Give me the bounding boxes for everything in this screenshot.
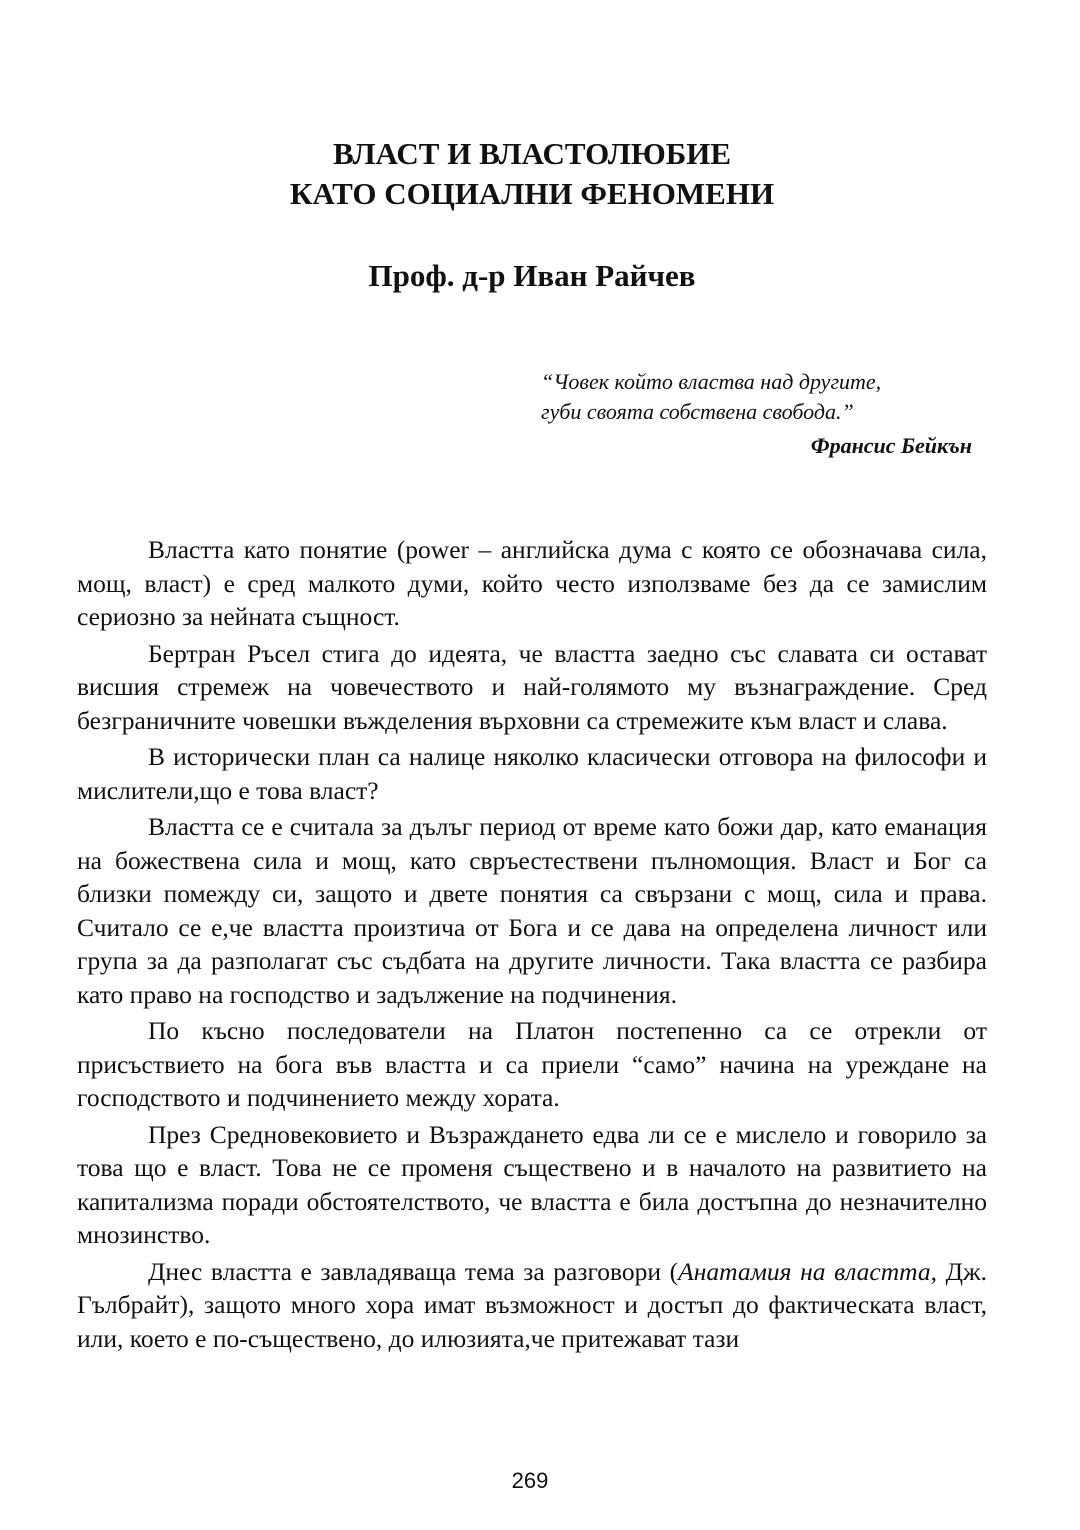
body-paragraph-last (77, 1255, 987, 1356)
epigraph-line-1: “Човек който властва над другите, (541, 369, 882, 394)
body-paragraph: Бертран Ръсел стига до идеята, че властта заедно със славата си остават висшия стремеж на човечеството и най-голямото му възнаграждение. Сред безграничните човешки въжделения върховни са стремежите към власт и слава. (77, 638, 987, 735)
body-paragraph: По късно последователи на Платон постепенно са се отрекли от присъствието на бога във властта и са приели “само” начина на уреждане на господството и подчинението между хората. (77, 1016, 987, 1112)
body-text-run: , Дж. Гълбрайт), защото много хора имат възможност и достъп до фактическата власт, или, което е по-съществено, до илюзията,че притежават тази (77, 1256, 987, 1353)
body-paragraph: Властта като понятие (power – английска дума с която се обозначава сила, мощ, власт) е сред малкото думи, който често използваме без да се замислим сериозно за нейната същност. (77, 535, 987, 631)
article-author: Проф. д-р Иван Райчев (368, 258, 696, 293)
page-number: 269 (511, 1468, 549, 1493)
body-text-run: Днес властта е завладяваща тема за разговори ( (148, 1256, 679, 1286)
cited-book-title: Анатамия на властта (678, 1256, 931, 1286)
epigraph-line-2: губи своята собствена свобода.” (541, 399, 854, 424)
body-paragraph: През Средновековието и Възраждането едва ли се е мислело и говорило за това що е власт. Това не се променя съществено и в началото на развитието на капитализма поради обстоятелството, че властта е била достъпна до незначително мнозинство. (77, 1119, 987, 1249)
epigraph-author: Франсис Бейкън (810, 433, 972, 458)
article-title-line-2: КАТО СОЦИАЛНИ ФЕНОМЕНИ (289, 176, 775, 211)
body-paragraph: Властта се е считала за дълъг период от време като божи дар, като еманация на божествена сила и мощ, като свръестествени пълномощия. Власт и Бог са близки помежду си, защото и двете понятия са свързани с мощ, сила и права. Считало се е,че властта произтича от Бога и се дава на определена личност или група за да разполагат със съдбата на другите личности. Така властта се разбира като право на господство и задължение на подчинения. (77, 812, 987, 1009)
body-paragraph: В исторически план са налице няколко класически отговора на философи и мислители,що е това власт? (77, 742, 987, 805)
article-title-line-1: ВЛАСТ И ВЛАСТОЛЮБИЕ (332, 136, 732, 171)
article-body (77, 533, 987, 1358)
